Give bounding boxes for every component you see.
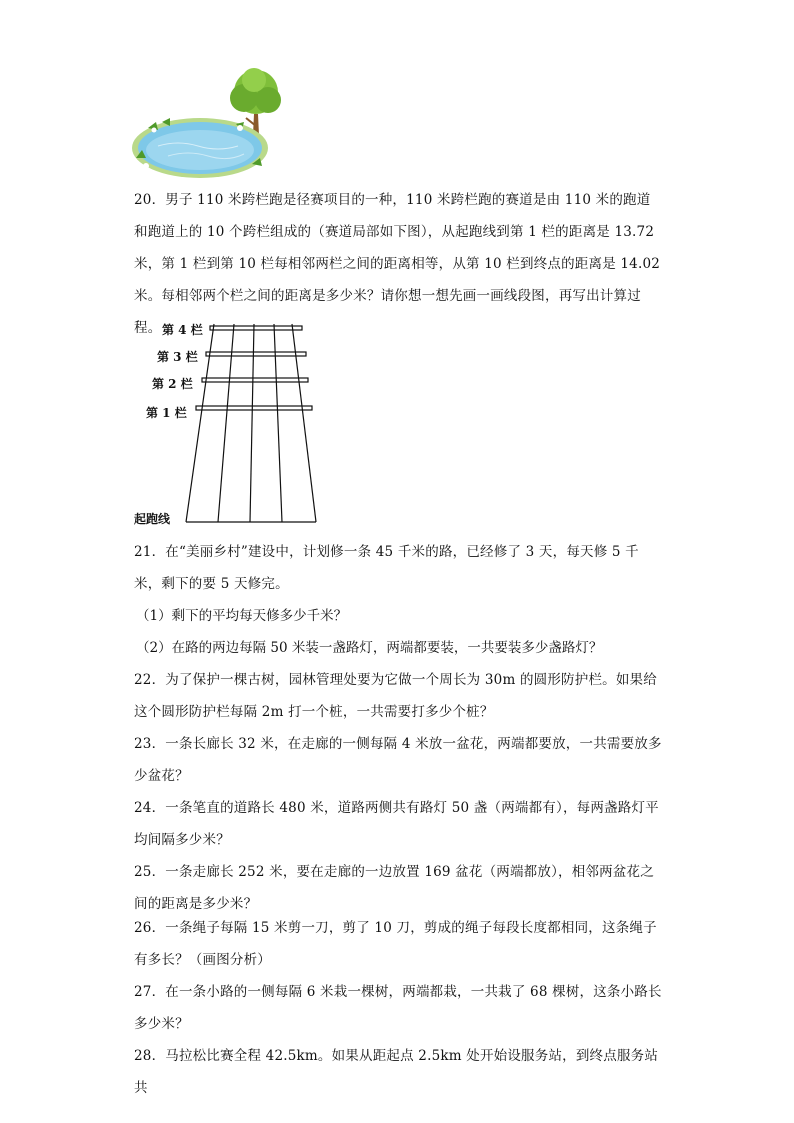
pond-with-tree-icon — [128, 66, 284, 182]
problem-21-part-2: （2）在路的两边每隔 50 米装一盏路灯，两端都要装，一共要装多少盏路灯？ — [136, 640, 603, 656]
hurdle-label-1: 第 1 栏 — [146, 406, 187, 420]
problem-21-part-1: （1）剩下的平均每天修多少千米？ — [136, 608, 348, 624]
problem-21: 21．在“美丽乡村”建设中，计划修一条 45 千米的路，已经修了 3 天，每天修 5 千米，剩下的要 5 天修完。 — [134, 544, 639, 592]
problem-28: 28．马拉松比赛全程 42.5km。如果从距起点 2.5km 处开始设服务站，到终点服务站共 — [134, 1048, 659, 1096]
problem-27: 27．在一条小路的一侧每隔 6 米栽一棵树，两端都栽，一共栽了 68 棵树，这条小路长多少米？ — [134, 984, 662, 1032]
hurdle-label-4: 第 4 栏 — [162, 323, 203, 337]
problem-22: 22．为了保护一棵古树，园林管理处要为它做一个周长为 30m 的圆形防护栏。如果给这个圆形防护栏每隔 2m 打一个桩，一共需要打多少个桩？ — [134, 672, 657, 720]
hurdle-label-2: 第 2 栏 — [152, 377, 193, 391]
hurdle-track-diagram — [130, 316, 330, 532]
start-line-label: 起跑线 — [134, 512, 171, 526]
problem-26: 26．一条绳子每隔 15 米剪一刀，剪了 10 刀，剪成的绳子每段长度都相同，这条绳子有多长？（画图分析） — [134, 920, 657, 968]
hurdle-label-3: 第 3 栏 — [157, 350, 198, 364]
problem-20: 20．男子 110 米跨栏跑是径赛项目的一种，110 米跨栏跑的赛道是由 110 米的跑道和跑道上的 10 个跨栏组成的（赛道局部如下图），从起跑线到第 1 栏的距离是 13.72 米，第 1 栏到第 10 栏每相邻两栏之间的距离相等，从第 10 栏到终点的距离是 14.02 米。每相邻两个栏之间的距离是多少米？请你想一想先画一画线段图，再写出计算过程。 — [134, 192, 661, 336]
problem-25: 25．一条走廊长 252 米，要在走廊的一边放置 169 盆花（两端都放），相邻两盆花之间的距离是多少米？ — [134, 864, 654, 912]
problem-23: 23．一条长廊长 32 米，在走廊的一侧每隔 4 米放一盆花，两端都要放，一共需要放多少盆花？ — [134, 736, 662, 784]
problem-24: 24．一条笔直的道路长 480 米，道路两侧共有路灯 50 盏（两端都有），每两盏路灯平均间隔多少米？ — [134, 800, 659, 848]
